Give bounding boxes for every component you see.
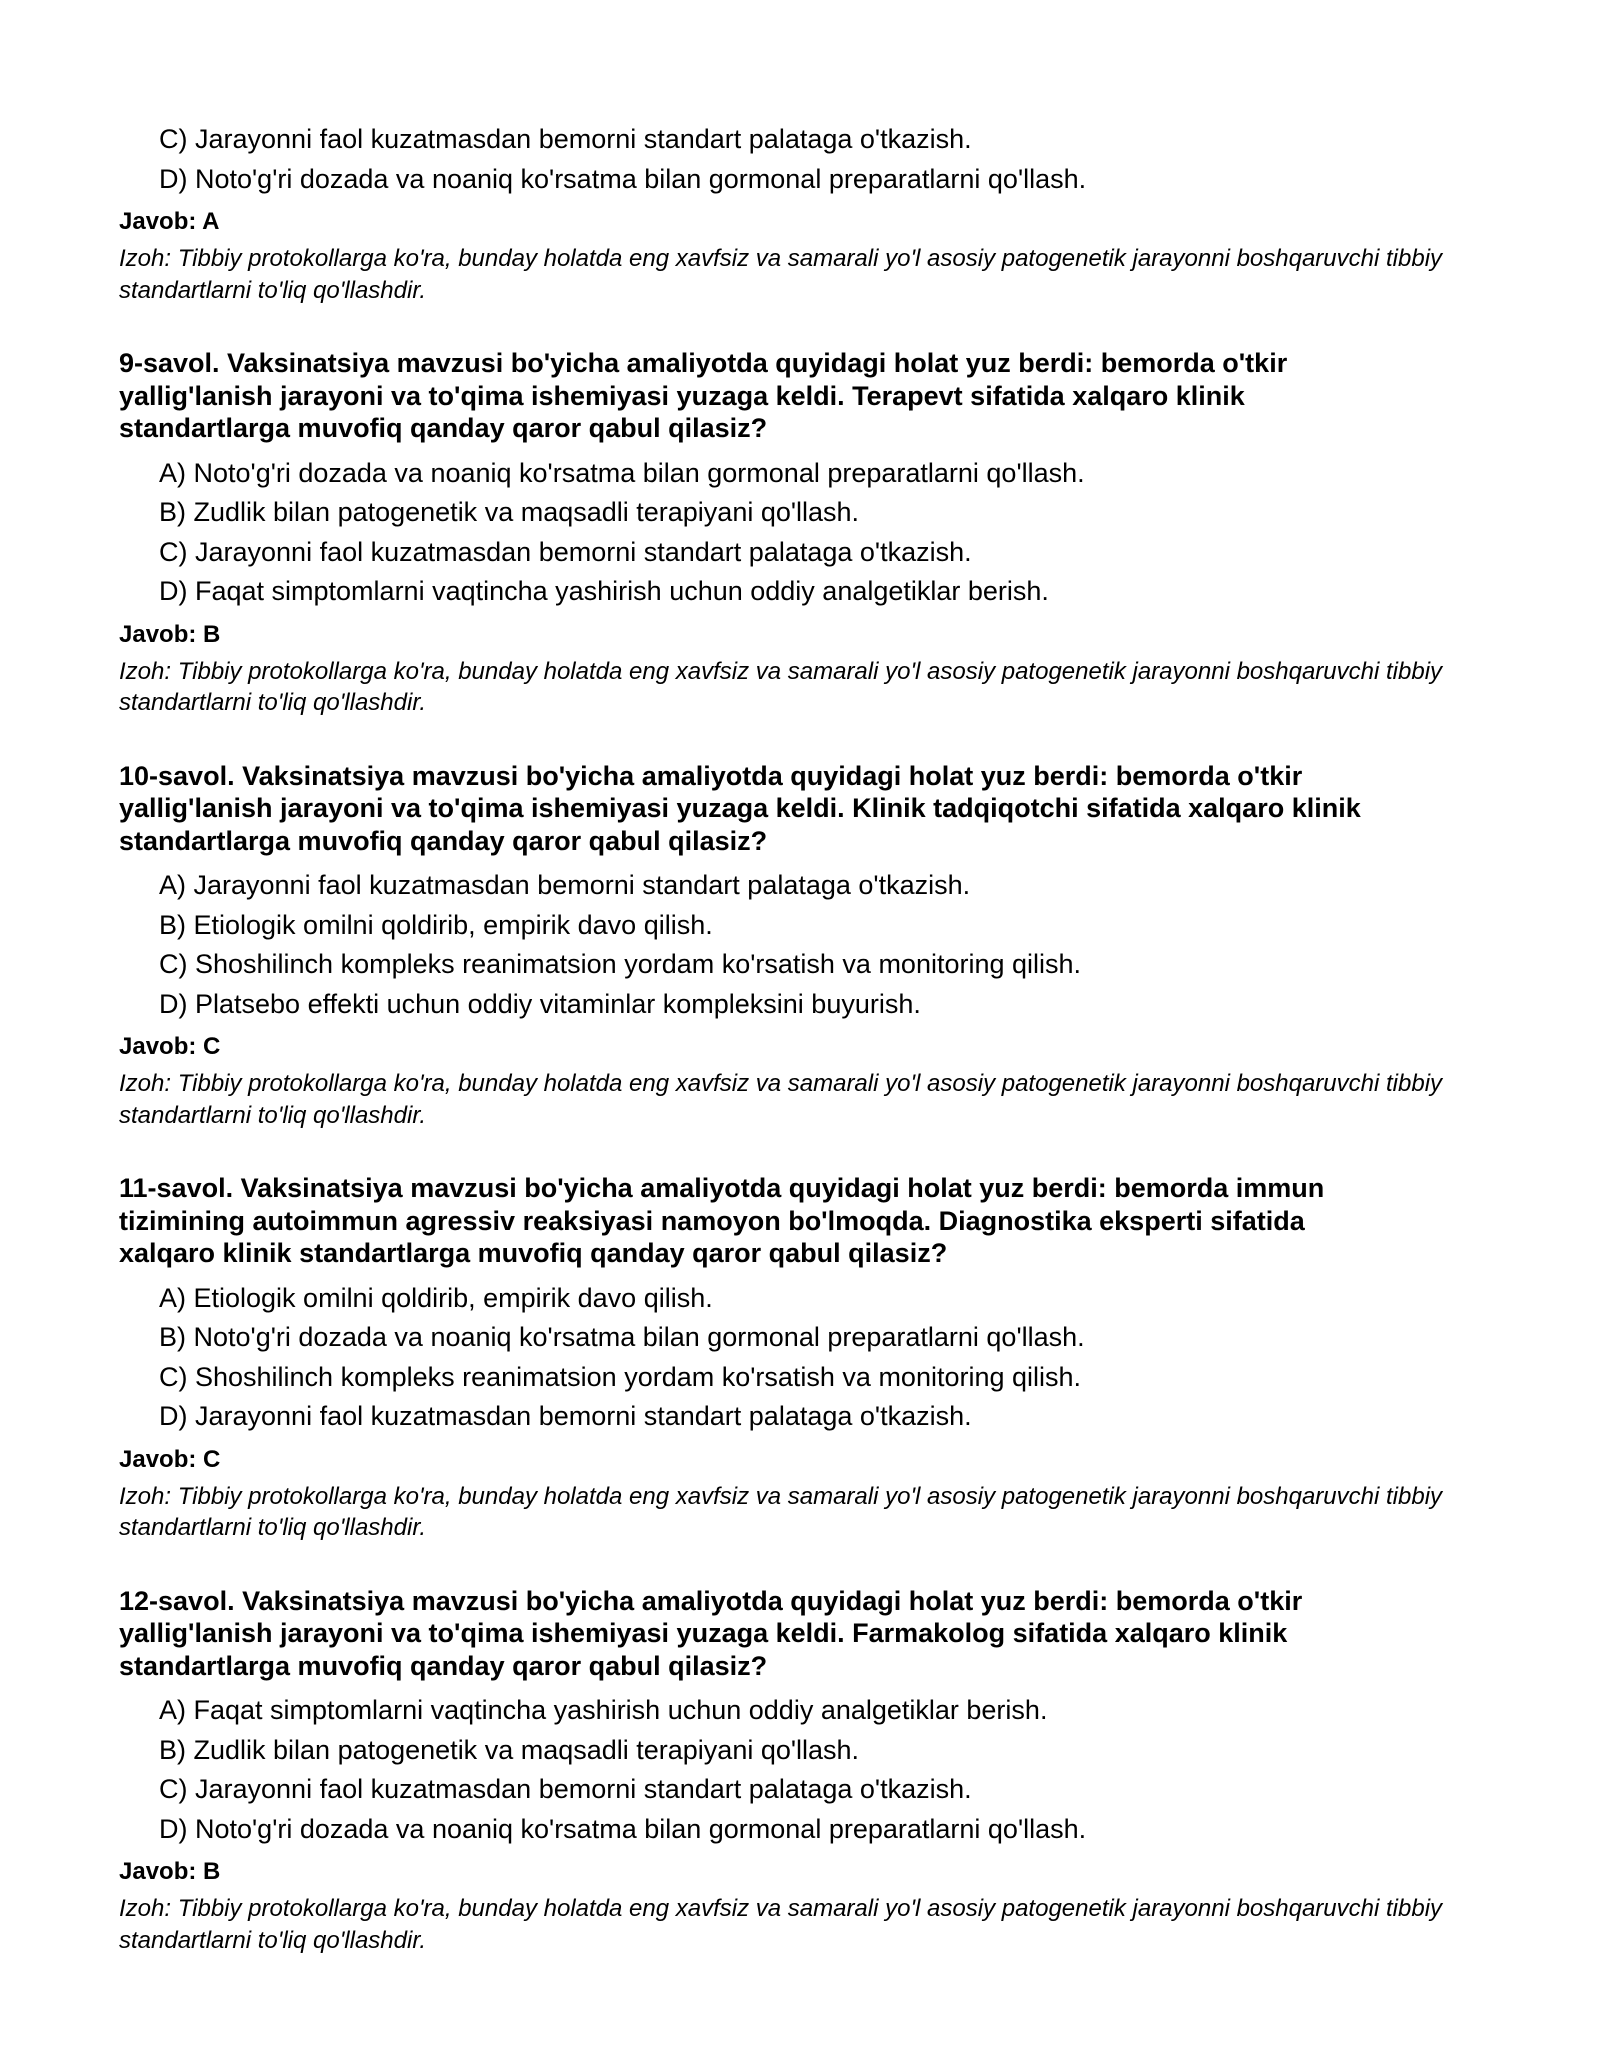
answer-option-b: B) Noto'g'ri dozada va noaniq ko'rsatma bilan gormonal preparatlarni qo'llash. (159, 1322, 1085, 1352)
question-title-line: 9-savol. Vaksinatsiya mavzusi bo'yicha amaliyotda quyidagi holat yuz berdi: bemorda o'tkir (119, 348, 1288, 378)
answer-option-d: D) Jarayonni faol kuzatmasdan bemorni standart palataga o'tkazish. (159, 1401, 972, 1431)
answer-option-a: A) Etiologik omilni qoldirib, empirik davo qilish. (159, 1282, 713, 1313)
explanation-note: Izoh: Tibbiy protokollarga ko'ra, bunday holatda eng xavfsiz va samarali yo'l asosiy patogenetik jarayonni boshqaruvchi tibbiy standartlarni to'liq qo'llashdir. (119, 657, 1443, 716)
question-title-line: standartlarga muvofiq qanday qaror qabul qilasiz? (119, 1650, 768, 1681)
question-title (119, 347, 1499, 445)
question-9 (119, 347, 1499, 719)
answer-option-a: A) Jarayonni faol kuzatmasdan bemorni standart palataga o'tkazish. (159, 870, 971, 900)
answer-option-b: B) Zudlik bilan patogenetik va maqsadli terapiyani qo'llash. (159, 497, 860, 527)
answer-option-d: D) Noto'g'ri dozada va noaniq ko'rsatma bilan gormonal preparatlarni qo'llash. (159, 1813, 1087, 1844)
explanation-note: Izoh: Tibbiy protokollarga ko'ra, bunday holatda eng xavfsiz va samarali yo'l asosiy patogenetik jarayonni boshqaruvchi tibbiy standartlarni to'liq qo'llashdir. (119, 1070, 1443, 1129)
question-title-line: xalqaro klinik standartlarga muvofiq qanday qaror qabul qilasiz? (119, 1238, 948, 1268)
question-title-line: standartlarga muvofiq qanday qaror qabul qilasiz? (119, 825, 768, 856)
explanation-note: Izoh: Tibbiy protokollarga ko'ra, bunday holatda eng xavfsiz va samarali yo'l asosiy patogenetik jarayonni boshqaruvchi tibbiy standartlarni to'liq qo'llashdir. (119, 1895, 1443, 1954)
question-8-continuation (119, 120, 1499, 306)
question-title-line: yallig'lanish jarayoni va to'qima ishemiyasi yuzaga keldi. Terapevt sifatida xalqaro klinik (119, 380, 1245, 411)
question-10 (119, 760, 1499, 1132)
question-12 (119, 1585, 1499, 1957)
explanation-note: Izoh: Tibbiy protokollarga ko'ra, bunday holatda eng xavfsiz va samarali yo'l asosiy patogenetik jarayonni boshqaruvchi tibbiy standartlarni to'liq qo'llashdir. (119, 1482, 1443, 1541)
answer-option-c: C) Jarayonni faol kuzatmasdan bemorni standart palataga o'tkazish. (159, 124, 972, 154)
answer-option-a: A) Noto'g'ri dozada va noaniq ko'rsatma bilan gormonal preparatlarni qo'llash. (159, 457, 1085, 488)
correct-answer: Javob: B (119, 1858, 221, 1885)
answer-option-c: C) Shoshilinch kompleks reanimatsion yordam ko'rsatish va monitoring qilish. (159, 949, 1082, 979)
answer-option-a: A) Faqat simptomlarni vaqtincha yashirish uchun oddiy analgetiklar berish. (159, 1695, 1048, 1725)
answer-option-d: D) Noto'g'ri dozada va noaniq ko'rsatma bilan gormonal preparatlarni qo'llash. (159, 163, 1087, 194)
document-page (119, 120, 1499, 1956)
question-title (119, 1585, 1499, 1683)
question-title (119, 760, 1499, 858)
correct-answer: Javob: C (119, 1033, 221, 1060)
correct-answer: Javob: C (119, 1445, 221, 1473)
correct-answer: Javob: B (119, 620, 221, 648)
answer-option-b: B) Etiologik omilni qoldirib, empirik davo qilish. (159, 909, 713, 940)
question-title-line: 12-savol. Vaksinatsiya mavzusi bo'yicha amaliyotda quyidagi holat yuz berdi: bemorda o'tkir (119, 1585, 1303, 1616)
answer-option-c: C) Shoshilinch kompleks reanimatsion yordam ko'rsatish va monitoring qilish. (159, 1361, 1082, 1392)
correct-answer: Javob: A (119, 208, 220, 235)
answer-option-d: D) Faqat simptomlarni vaqtincha yashirish uchun oddiy analgetiklar berish. (159, 576, 1049, 606)
answer-option-b: B) Zudlik bilan patogenetik va maqsadli terapiyani qo'llash. (159, 1734, 860, 1765)
question-11 (119, 1172, 1499, 1544)
question-title-line: 11-savol. Vaksinatsiya mavzusi bo'yicha amaliyotda quyidagi holat yuz berdi: bemorda immun (119, 1173, 1325, 1203)
answer-option-c: C) Jarayonni faol kuzatmasdan bemorni standart palataga o'tkazish. (159, 536, 972, 567)
question-title-line: yallig'lanish jarayoni va to'qima ishemiyasi yuzaga keldi. Klinik tadqiqotchi sifatida xalqaro klinik (119, 793, 1361, 823)
question-title-line: 10-savol. Vaksinatsiya mavzusi bo'yicha amaliyotda quyidagi holat yuz berdi: bemorda o'tkir (119, 760, 1303, 791)
question-title-line: tizimining autoimmun agressiv reaksiyasi namoyon bo'lmoqda. Diagnostika eksperti sifatida (119, 1205, 1305, 1236)
question-title-line: yallig'lanish jarayoni va to'qima ishemiyasi yuzaga keldi. Farmakolog sifatida xalqaro klinik (119, 1618, 1288, 1648)
question-title (119, 1172, 1499, 1270)
question-title-line: standartlarga muvofiq qanday qaror qabul qilasiz? (119, 413, 768, 443)
explanation-note: Izoh: Tibbiy protokollarga ko'ra, bunday holatda eng xavfsiz va samarali yo'l asosiy patogenetik jarayonni boshqaruvchi tibbiy standartlarni to'liq qo'llashdir. (119, 245, 1443, 304)
answer-option-c: C) Jarayonni faol kuzatmasdan bemorni standart palataga o'tkazish. (159, 1774, 972, 1804)
answer-option-d: D) Platsebo effekti uchun oddiy vitaminlar kompleksini buyurish. (159, 988, 921, 1019)
